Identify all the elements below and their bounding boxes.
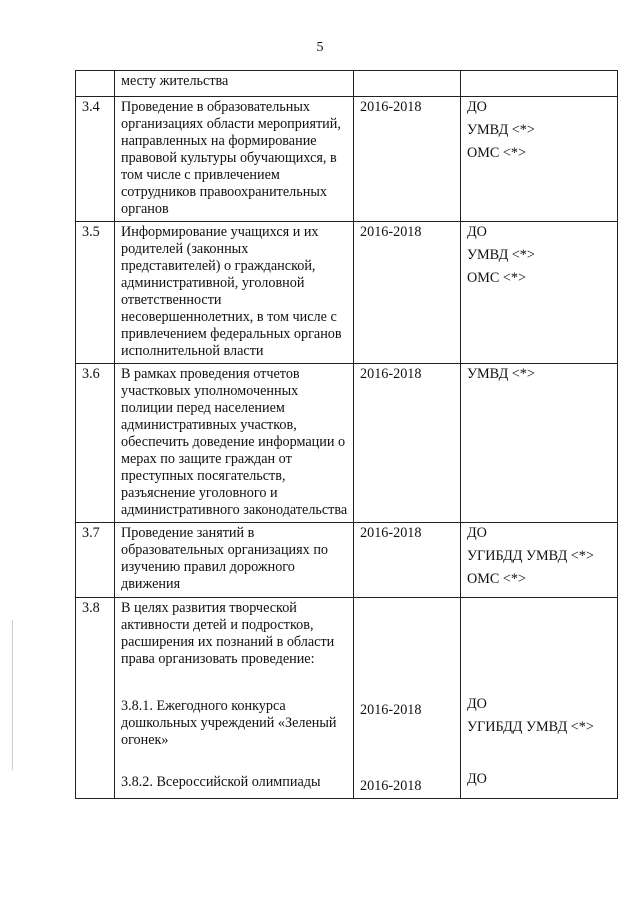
row-number: 3.4 (76, 97, 115, 222)
spacer (360, 719, 456, 778)
executors-cell (461, 364, 618, 523)
sub-period: 2016-2018 (360, 702, 422, 718)
executors-cell (461, 222, 618, 364)
executor: ДО (467, 525, 487, 541)
executors-cell (461, 523, 618, 598)
period-cell (354, 598, 461, 799)
measure-text: месту жительства (115, 71, 354, 97)
table-row (76, 523, 618, 598)
executor: УМВД <*> (467, 122, 535, 138)
spacer (121, 749, 349, 774)
executors-cell (461, 71, 618, 97)
sub-period: 2016-2018 (360, 778, 422, 794)
period-cell: 2016-2018 (354, 97, 461, 222)
table-row (76, 364, 618, 523)
spacer (121, 668, 349, 698)
executor: ДО (467, 771, 487, 787)
executor: ДО (467, 99, 487, 115)
table-row (76, 222, 618, 364)
executor: ОМС <*> (467, 145, 526, 161)
row-number: 3.5 (76, 222, 115, 364)
page-number: 5 (316, 40, 324, 55)
spacer (467, 600, 613, 696)
row-number: 3.7 (76, 523, 115, 598)
measure-cell (115, 598, 354, 799)
row-number: 3.8 (76, 598, 115, 799)
executor: УМВД <*> (467, 366, 535, 382)
executor: УГИБДД УМВД <*> (467, 719, 594, 735)
executor: ДО (467, 224, 487, 240)
scan-edge-mark (12, 620, 13, 770)
measure-text: Проведение занятий в образовательных организациях по изучению правил дорожного движения (115, 523, 354, 598)
period-cell: 2016-2018 (354, 222, 461, 364)
table-row (76, 71, 618, 97)
executor: ОМС <*> (467, 571, 526, 587)
executor: УГИБДД УМВД <*> (467, 548, 594, 564)
executor: ДО (467, 696, 487, 712)
measure-text: В рамках проведения отчетов участковых уполномоченных полиции перед населением административных участков, обеспечить доведение информации о мерах по защите граждан от преступных посягательств, разъяснение уголовного и административного законодательства (115, 364, 354, 523)
table-row (76, 598, 618, 799)
measure-text: В целях развития творческой активности детей и подростков, расширения их познаний в области права организовать проведение: (121, 600, 335, 667)
row-number (76, 71, 115, 97)
sub-measure-text: 3.8.2. Всероссийской олимпиады (121, 774, 321, 790)
period-cell (354, 71, 461, 97)
sub-measure-text: 3.8.1. Ежегодного конкурса дошкольных учреждений «Зеленый огонек» (121, 698, 337, 748)
period-cell: 2016-2018 (354, 364, 461, 523)
row-number: 3.6 (76, 364, 115, 523)
executors-cell (461, 598, 618, 799)
executors-cell (461, 97, 618, 222)
spacer (467, 742, 613, 771)
spacer (360, 600, 456, 702)
table-row (76, 97, 618, 222)
period-cell: 2016-2018 (354, 523, 461, 598)
measure-text: Информирование учащихся и их родителей (законных представителей) о гражданской, административной, уголовной ответственности несовершеннолетних, в том числе с привлечением федеральных органов исполнительной власти (115, 222, 354, 364)
executor: УМВД <*> (467, 247, 535, 263)
measure-text: Проведение в образовательных организациях области мероприятий, направленных на формирование правовой культуры обучающихся, в том числе с привлечением сотрудников правоохранительных органов (115, 97, 354, 222)
executor: ОМС <*> (467, 270, 526, 286)
measures-table (75, 70, 618, 799)
